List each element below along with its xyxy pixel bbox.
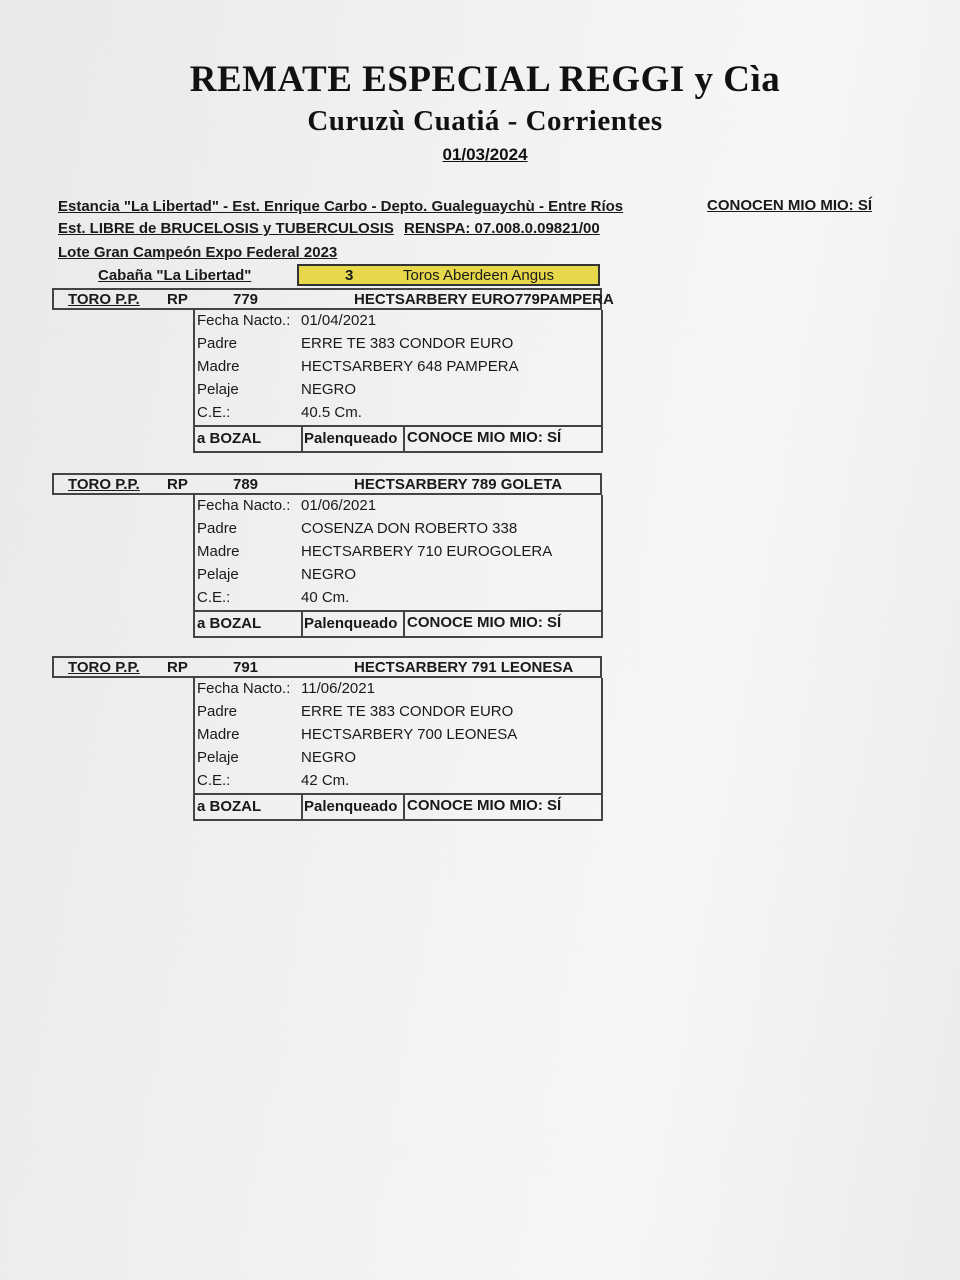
banner-count: 3 xyxy=(345,267,354,284)
lot-footer xyxy=(195,610,601,636)
lot-toro-label: TORO P.P. xyxy=(68,476,140,493)
padre-row xyxy=(195,701,601,724)
padre-row xyxy=(195,518,601,541)
padre-row-label: Padre xyxy=(197,703,238,720)
padre-row xyxy=(195,333,601,356)
document-title: REMATE ESPECIAL REGGI y Cìa xyxy=(189,59,781,100)
fecha-row-value: 11/06/2021 xyxy=(301,680,375,697)
pelaje-row-label: Pelaje xyxy=(197,749,239,766)
conoce-cell: CONOCE MIO MIO: SÍ xyxy=(403,427,561,451)
fecha-row-label: Fecha Nacto.: xyxy=(197,680,291,697)
bozal-cell: a BOZAL xyxy=(197,615,262,632)
conoce-cell: CONOCE MIO MIO: SÍ xyxy=(403,612,561,636)
pelaje-row xyxy=(195,747,601,770)
madre-row-value: HECTSARBERY 700 LEONESA xyxy=(301,726,518,743)
madre-row-value: HECTSARBERY 710 EUROGOLERA xyxy=(301,543,553,560)
ce-row xyxy=(195,770,601,793)
lot-animal-name: HECTSARBERY 791 LEONESA xyxy=(354,659,574,676)
pelaje-row-value: NEGRO xyxy=(301,381,357,398)
conoce-cell: CONOCE MIO MIO: SÍ xyxy=(403,795,561,819)
palenqueado-cell: Palenqueado xyxy=(301,612,397,636)
lot-toro-label: TORO P.P. xyxy=(68,291,140,308)
lot-rp-number: 779 xyxy=(233,291,259,308)
ce-row-value: 40.5 Cm. xyxy=(301,404,362,421)
padre-row-value: ERRE TE 383 CONDOR EURO xyxy=(301,703,514,720)
madre-row xyxy=(195,541,601,564)
banner-description: Toros Aberdeen Angus xyxy=(403,267,554,284)
padre-row-value: COSENZA DON ROBERTO 338 xyxy=(301,520,518,537)
lot-animal-name: HECTSARBERY 789 GOLETA xyxy=(354,476,563,493)
padre-row-label: Padre xyxy=(197,520,238,537)
lote-line: Lote Gran Campeón Expo Federal 2023 xyxy=(58,244,338,261)
madre-row-label: Madre xyxy=(197,726,240,743)
lot-toro-label: TORO P.P. xyxy=(68,659,140,676)
lot-rp-label: RP xyxy=(167,659,188,676)
estancia-line: Estancia "La Libertad" - Est. Enrique Carbo - Depto. Gualeguaychù - Entre Ríos xyxy=(58,198,624,215)
document-date: 01/03/2024 xyxy=(442,145,528,164)
madre-row xyxy=(195,356,601,379)
fecha-row-label: Fecha Nacto.: xyxy=(197,497,291,514)
fecha-row xyxy=(195,495,601,518)
ce-row-label: C.E.: xyxy=(197,404,231,421)
fecha-row-label: Fecha Nacto.: xyxy=(197,312,291,329)
pelaje-row-value: NEGRO xyxy=(301,566,357,583)
madre-row-label: Madre xyxy=(197,358,240,375)
pelaje-row-label: Pelaje xyxy=(197,381,239,398)
padre-row-label: Padre xyxy=(197,335,238,352)
palenqueado-cell: Palenqueado xyxy=(301,795,397,819)
lot-header xyxy=(52,473,602,495)
cabana-line: Cabaña "La Libertad" xyxy=(98,267,252,284)
fecha-row-value: 01/06/2021 xyxy=(301,497,377,514)
ce-row-value: 40 Cm. xyxy=(301,589,350,606)
lot-rp-label: RP xyxy=(167,291,188,308)
ce-row-label: C.E.: xyxy=(197,772,231,789)
padre-row-value: ERRE TE 383 CONDOR EURO xyxy=(301,335,514,352)
libre-line: Est. LIBRE de BRUCELOSIS y TUBERCULOSIS xyxy=(58,220,394,237)
pelaje-row-value: NEGRO xyxy=(301,749,357,766)
renspa-line: RENSPA: 07.008.0.09821/00 xyxy=(404,220,600,237)
lot-rp-number: 789 xyxy=(233,476,259,493)
ce-row-label: C.E.: xyxy=(197,589,231,606)
palenqueado-cell: Palenqueado xyxy=(301,427,397,451)
ce-row-value: 42 Cm. xyxy=(301,772,350,789)
lot-details xyxy=(193,678,603,821)
pelaje-row-label: Pelaje xyxy=(197,566,239,583)
lot-details xyxy=(193,310,603,453)
madre-row-value: HECTSARBERY 648 PAMPERA xyxy=(301,358,519,375)
lot-details xyxy=(193,495,603,638)
lot-footer xyxy=(195,793,601,819)
lot-rp-label: RP xyxy=(167,476,188,493)
madre-row xyxy=(195,724,601,747)
lot-footer xyxy=(195,425,601,451)
lot-header xyxy=(52,656,602,678)
bozal-cell: a BOZAL xyxy=(197,430,262,447)
lot-rp-number: 791 xyxy=(233,659,259,676)
conocen-line: CONOCEN MIO MIO: SÍ xyxy=(707,197,872,214)
madre-row-label: Madre xyxy=(197,543,240,560)
lot-banner xyxy=(297,264,600,286)
fecha-row xyxy=(195,678,601,701)
fecha-row xyxy=(195,310,601,333)
bozal-cell: a BOZAL xyxy=(197,798,262,815)
ce-row xyxy=(195,587,601,610)
ce-row xyxy=(195,402,601,425)
pelaje-row xyxy=(195,379,601,402)
document-subtitle: Curuzù Cuatiá - Corrientes xyxy=(307,105,663,137)
pelaje-row xyxy=(195,564,601,587)
fecha-row-value: 01/04/2021 xyxy=(301,312,377,329)
lot-animal-name: HECTSARBERY EURO779PAMPERA xyxy=(354,291,614,308)
lot-header xyxy=(52,288,614,310)
